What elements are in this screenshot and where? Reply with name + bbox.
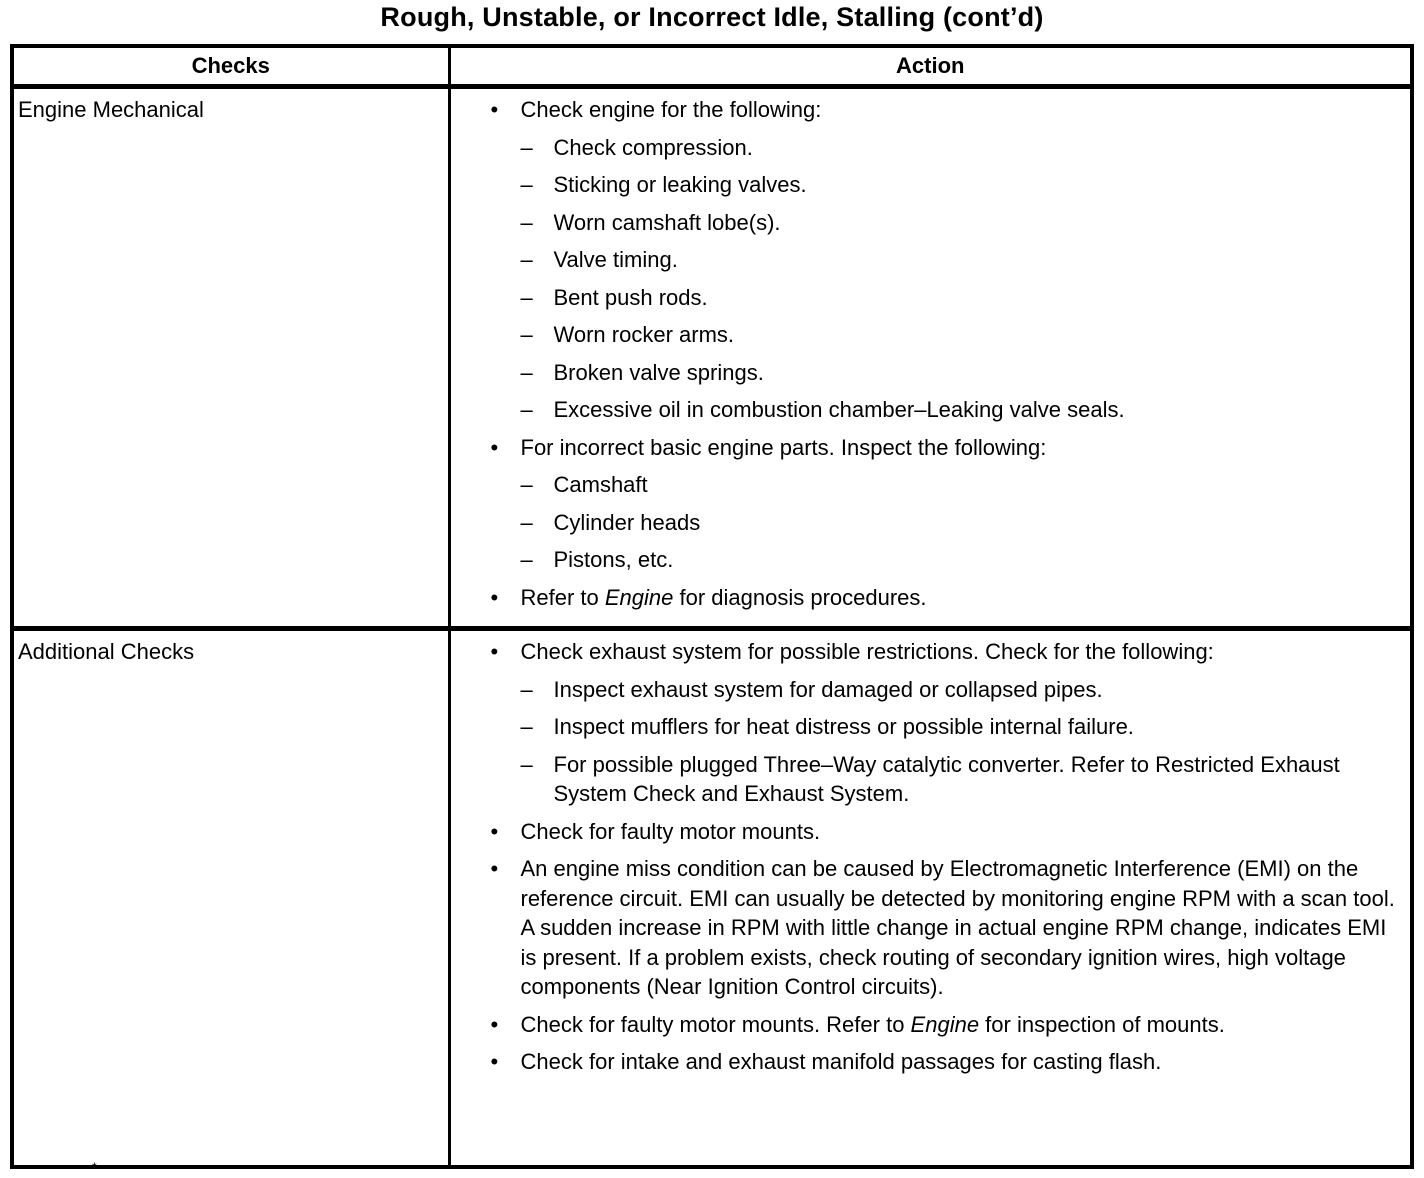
action-item [491,1010,1401,1040]
action-item [491,1047,1401,1077]
engine-reference: Engine [910,1011,980,1037]
action-column-header: Action [449,46,1412,87]
sub-action-item [521,508,1401,538]
dash-icon: – [520,172,533,197]
dash-icon: – [520,547,533,572]
action-text: Check exhaust system for possible restrictions. Check for the following: [520,639,1214,664]
sub-action-text: Worn camshaft lobe(s). [553,209,781,235]
dash-icon: – [520,676,533,702]
engine-reference: Engine [604,584,674,610]
dash-icon: – [520,284,533,310]
sub-action-item [521,208,1401,238]
sub-action-text: Worn rocker arms. [553,322,735,347]
dash-icon: – [520,134,533,160]
check-cell: Engine Mechanical [12,87,449,629]
sub-action-item [521,675,1401,705]
sub-action-text: Inspect mufflers for heat distress or possible internal failure. [553,714,1134,739]
bullet-icon: • [490,584,499,610]
sub-action-list [521,470,1401,575]
sub-action-text: Sticking or leaking valves. [553,172,807,197]
sub-action-text: Cylinder heads [553,509,701,535]
sub-action-text: Bent push rods. [553,284,708,310]
dash-icon: – [520,509,533,535]
dash-icon: – [520,751,533,777]
sub-action-item [521,712,1401,742]
bullet-icon: • [490,1011,499,1037]
bullet-icon: • [490,818,499,844]
sub-action-item [521,750,1401,809]
sub-action-text: Valve timing. [553,247,678,272]
sub-action-text: Broken valve springs. [553,359,764,385]
action-text: An engine miss condition can be caused by Electromagnetic Interference (EMI) on the reference circuit. EMI can usually be detected by monitoring engine RPM with a scan tool. A sudden increase in RPM with little change in actual engine RPM change, indicates EMI is present. If a problem exists, check routing of secondary ignition wires, high voltage components (Near Ignition Control circuits). [520,856,1395,999]
footer-mark: * [92,1160,97,1174]
sub-action-text: Excessive oil in combustion chamber–Leaking valve seals. [553,397,1125,422]
action-item [491,817,1401,847]
sub-action-text: Check compression. [553,134,753,160]
action-text: Check for faulty motor mounts. Refer to Engine for inspection of mounts. [520,1011,1225,1037]
action-cell [449,629,1412,1168]
action-item [491,433,1401,575]
table-row [12,87,1412,629]
action-text: For incorrect basic engine parts. Inspect the following: [520,434,1047,460]
sub-action-text: For possible plugged Three–Way catalytic converter. Refer to Restricted Exhaust System Check and Exhaust System. [553,751,1340,806]
dash-icon: – [520,714,533,739]
sub-action-item [521,245,1401,275]
action-list [491,637,1401,1077]
action-text: Check for faulty motor mounts. [520,818,821,844]
checks-column-header: Checks [12,46,449,87]
action-item [491,854,1401,1002]
sub-action-list [521,675,1401,809]
dash-icon: – [520,359,533,385]
action-item [491,583,1401,613]
page-title: Rough, Unstable, or Incorrect Idle, Stalling (cont’d) [380,2,1044,32]
bullet-icon: • [490,856,499,881]
action-text: Check engine for the following: [520,97,822,122]
sub-action-item [521,320,1401,350]
action-text: Check for intake and exhaust manifold passages for casting flash. [520,1049,1162,1074]
sub-action-item [521,395,1401,425]
sub-action-item [521,170,1401,200]
dash-icon: – [520,397,533,422]
action-list [491,95,1401,612]
action-cell [449,87,1412,629]
dash-icon: – [520,322,533,347]
sub-action-text: Pistons, etc. [553,547,674,572]
sub-action-text: Camshaft [553,472,648,497]
action-text: Refer to Engine for diagnosis procedures. [520,584,927,610]
sub-action-item [521,358,1401,388]
table-header-row [12,46,1412,87]
sub-action-item [521,545,1401,575]
table-row [12,629,1412,1168]
sub-action-list [521,133,1401,425]
dash-icon: – [520,209,533,235]
action-item [491,637,1401,809]
sub-action-item [521,283,1401,313]
bullet-icon: • [490,97,499,122]
action-item [491,95,1401,425]
dash-icon: – [520,247,533,272]
diagnostic-table [10,44,1414,1169]
dash-icon: – [520,472,533,497]
sub-action-item [521,470,1401,500]
bullet-icon: • [490,1049,499,1074]
bullet-icon: • [490,639,499,664]
sub-action-text: Inspect exhaust system for damaged or collapsed pipes. [553,676,1103,702]
sub-action-item [521,133,1401,163]
bullet-icon: • [490,434,499,460]
check-cell: Additional Checks [12,629,449,1168]
